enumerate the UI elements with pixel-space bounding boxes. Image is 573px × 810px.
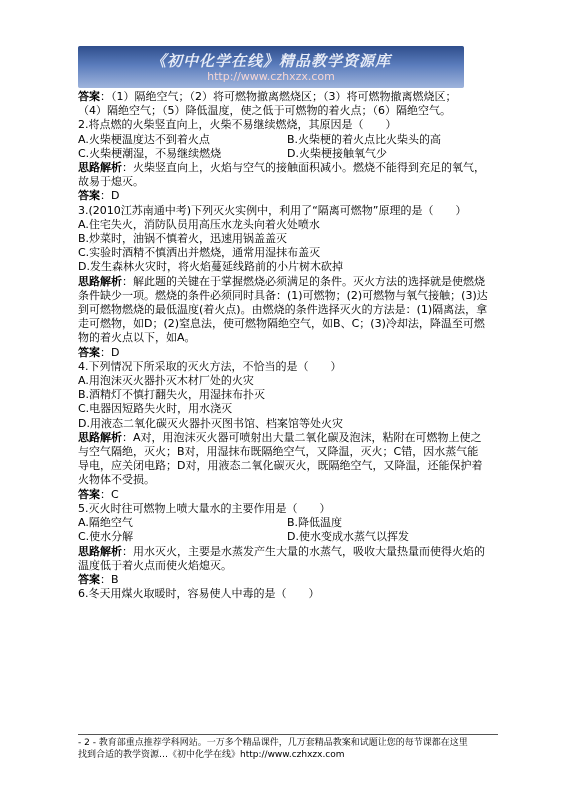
body-text: ：火柴竖直向上，火焰与空气的接触面积减小。燃烧不能得到充足的氧气， [122,161,485,175]
body-text: 火物体不受损。 [78,473,155,487]
label-text: 思路解析 [78,430,122,444]
body-text: 6.冬天用煤火取暖时，容易使人中毒的是（ ） [78,587,320,601]
body-text: 走可燃物，如D；(2)窒息法，使可燃物隔绝空气，如B、C；(3)冷却法，降温至可燃 [78,317,485,331]
page-footer [78,734,498,761]
body-text: B.酒精灯不慎打翻失火，用湿抹布扑灭 [78,388,266,402]
label-text: 答案 [78,90,100,103]
footer-line: - 2 - 教育部重点推荐学科网站。一万多个精品课件，几万套精品教案和试题让您的每节课都在这里 [78,738,468,748]
option-text: D.使水变成水蒸气以挥发 [287,530,409,544]
label-text: 思路解析 [78,161,122,175]
body-text: C.实验时酒精不慎洒出并燃烧，通常用湿抹布盖灭 [78,246,321,260]
option-text: A.隔绝空气 [78,516,133,530]
body-text: A.用泡沫灭火器扑灭木材厂处的火灾 [78,374,254,388]
text-line [78,488,496,502]
text-line [78,417,496,431]
option-text: C.使水分解 [78,530,134,544]
document-body [78,90,496,601]
text-line [78,90,496,104]
body-text: 温度低于着火点而使火焰熄灭。 [78,558,232,572]
body-text: 5.灭火时往可燃物上喷大量水的主要作用是（ ） [78,501,331,515]
options-grid [78,516,496,544]
option-text: A.火柴梗温度达不到着火点 [78,132,210,146]
banner-url: http://www.czhxzx.com [207,70,335,83]
body-text: ：（1）隔绝空气；（2）将可燃物撤离燃烧区；（3）将可燃物撤离燃烧区； [100,90,457,103]
text-line [78,402,496,416]
label-text: 思路解析 [78,274,122,288]
text-line [78,303,496,317]
option-text: B.降低温度 [287,516,343,530]
text-line [78,246,496,260]
text-line [78,118,496,132]
body-text: 4.下列情况下所采取的灭火方法，不恰当的是（ ） [78,359,342,373]
text-line [78,331,496,345]
banner-title: 《初中化学在线》精品教学资源库 [150,52,391,70]
footer-line: 找到合适的教学资源…《初中化学在线》http://www.czhxzx.com [78,750,345,760]
body-text: ：用水灭火，主要是水蒸发产生大量的水蒸气，吸收大量热量而使得火焰的 [122,544,485,558]
text-line [78,161,496,175]
body-text: 与空气隔绝，灭火；B对，用湿抹布既隔绝空气，又降温，灭火；C错，因水蒸气能 [78,445,479,459]
text-line [78,232,496,246]
label-text: 答案 [78,572,100,586]
body-text: ：A对，用泡沫灭火器可喷射出大量二氧化碳及泡沫，粘附在可燃物上使之 [122,430,482,444]
text-line [78,545,496,559]
body-text: 3.(2010江苏南通中考)下列灭火实例中，利用了“隔离可燃物”原理的是（ ） [78,203,467,217]
site-banner [78,46,464,88]
body-text: ：D [100,189,120,203]
label-text: 思路解析 [78,544,122,558]
body-text: 条件缺少一项。燃烧的条件必须同时具备：(1)可燃物；(2)可燃物与氧气接触；(3)达 [78,288,488,302]
body-text: ：B [100,572,119,586]
text-line [78,559,496,573]
text-line [78,360,496,374]
text-line [78,587,496,601]
label-text: 答案 [78,345,100,359]
body-text: ：D [100,345,120,359]
body-text: A.住宅失火，消防队员用高压水龙头向着火处喷水 [78,217,320,231]
body-text: 导电，应关闭电路；D对，用液态二氧化碳灭火，既隔绝空气，又降温，还能保护着 [78,459,483,473]
text-line [78,459,496,473]
text-line [78,573,496,587]
body-text: （4）隔绝空气；（5）降低温度，使之低于可燃物的着火点；（6）隔绝空气。 [78,104,451,118]
text-line [78,431,496,445]
body-text: 到可燃物燃烧的最低温度(着火点)。由燃烧的条件选择灭火的方法是：(1)隔离法，拿 [78,303,488,317]
text-line [78,175,496,189]
text-line [78,289,496,303]
label-text: 答案 [78,487,100,501]
text-line [78,204,496,218]
option-text: D.火柴梗接触氧气少 [287,146,387,160]
label-text: 答案 [78,189,100,203]
body-text: 故易于熄灭。 [78,175,144,189]
text-line [78,374,496,388]
body-text: 2.将点燃的火柴竖直向上，火柴不易继续燃烧，其原因是（ ） [78,118,397,132]
body-text: C.电器因短路失火时，用水浇灭 [78,402,233,416]
text-line [78,317,496,331]
body-text: 物的着火点以下，如A。 [78,331,196,345]
options-grid [78,133,496,161]
body-text: ：C [100,487,119,501]
body-text: B.炒菜时，油锅不慎着火，迅速用锅盖盖灭 [78,232,288,246]
text-line [78,388,496,402]
option-text: C.火柴梗潮湿，不易继续燃烧 [78,146,222,160]
text-line [78,260,496,274]
text-line [78,275,496,289]
body-text: ：解此题的关键在于掌握燃烧必须满足的条件。灭火方法的选择就是使燃烧 [122,274,485,288]
text-line [78,473,496,487]
body-text: D.发生森林火灾时，将火焰蔓延线路前的小片树木砍掉 [78,260,343,274]
text-line [78,502,496,516]
text-line [78,104,496,118]
text-line [78,189,496,203]
text-line [78,445,496,459]
text-line [78,346,496,360]
option-text: B.火柴梗的着火点比火柴头的高 [287,132,442,146]
text-line [78,218,496,232]
body-text: D.用液态二氧化碳灭火器扑灭图书馆、档案馆等处火灾 [78,416,343,430]
